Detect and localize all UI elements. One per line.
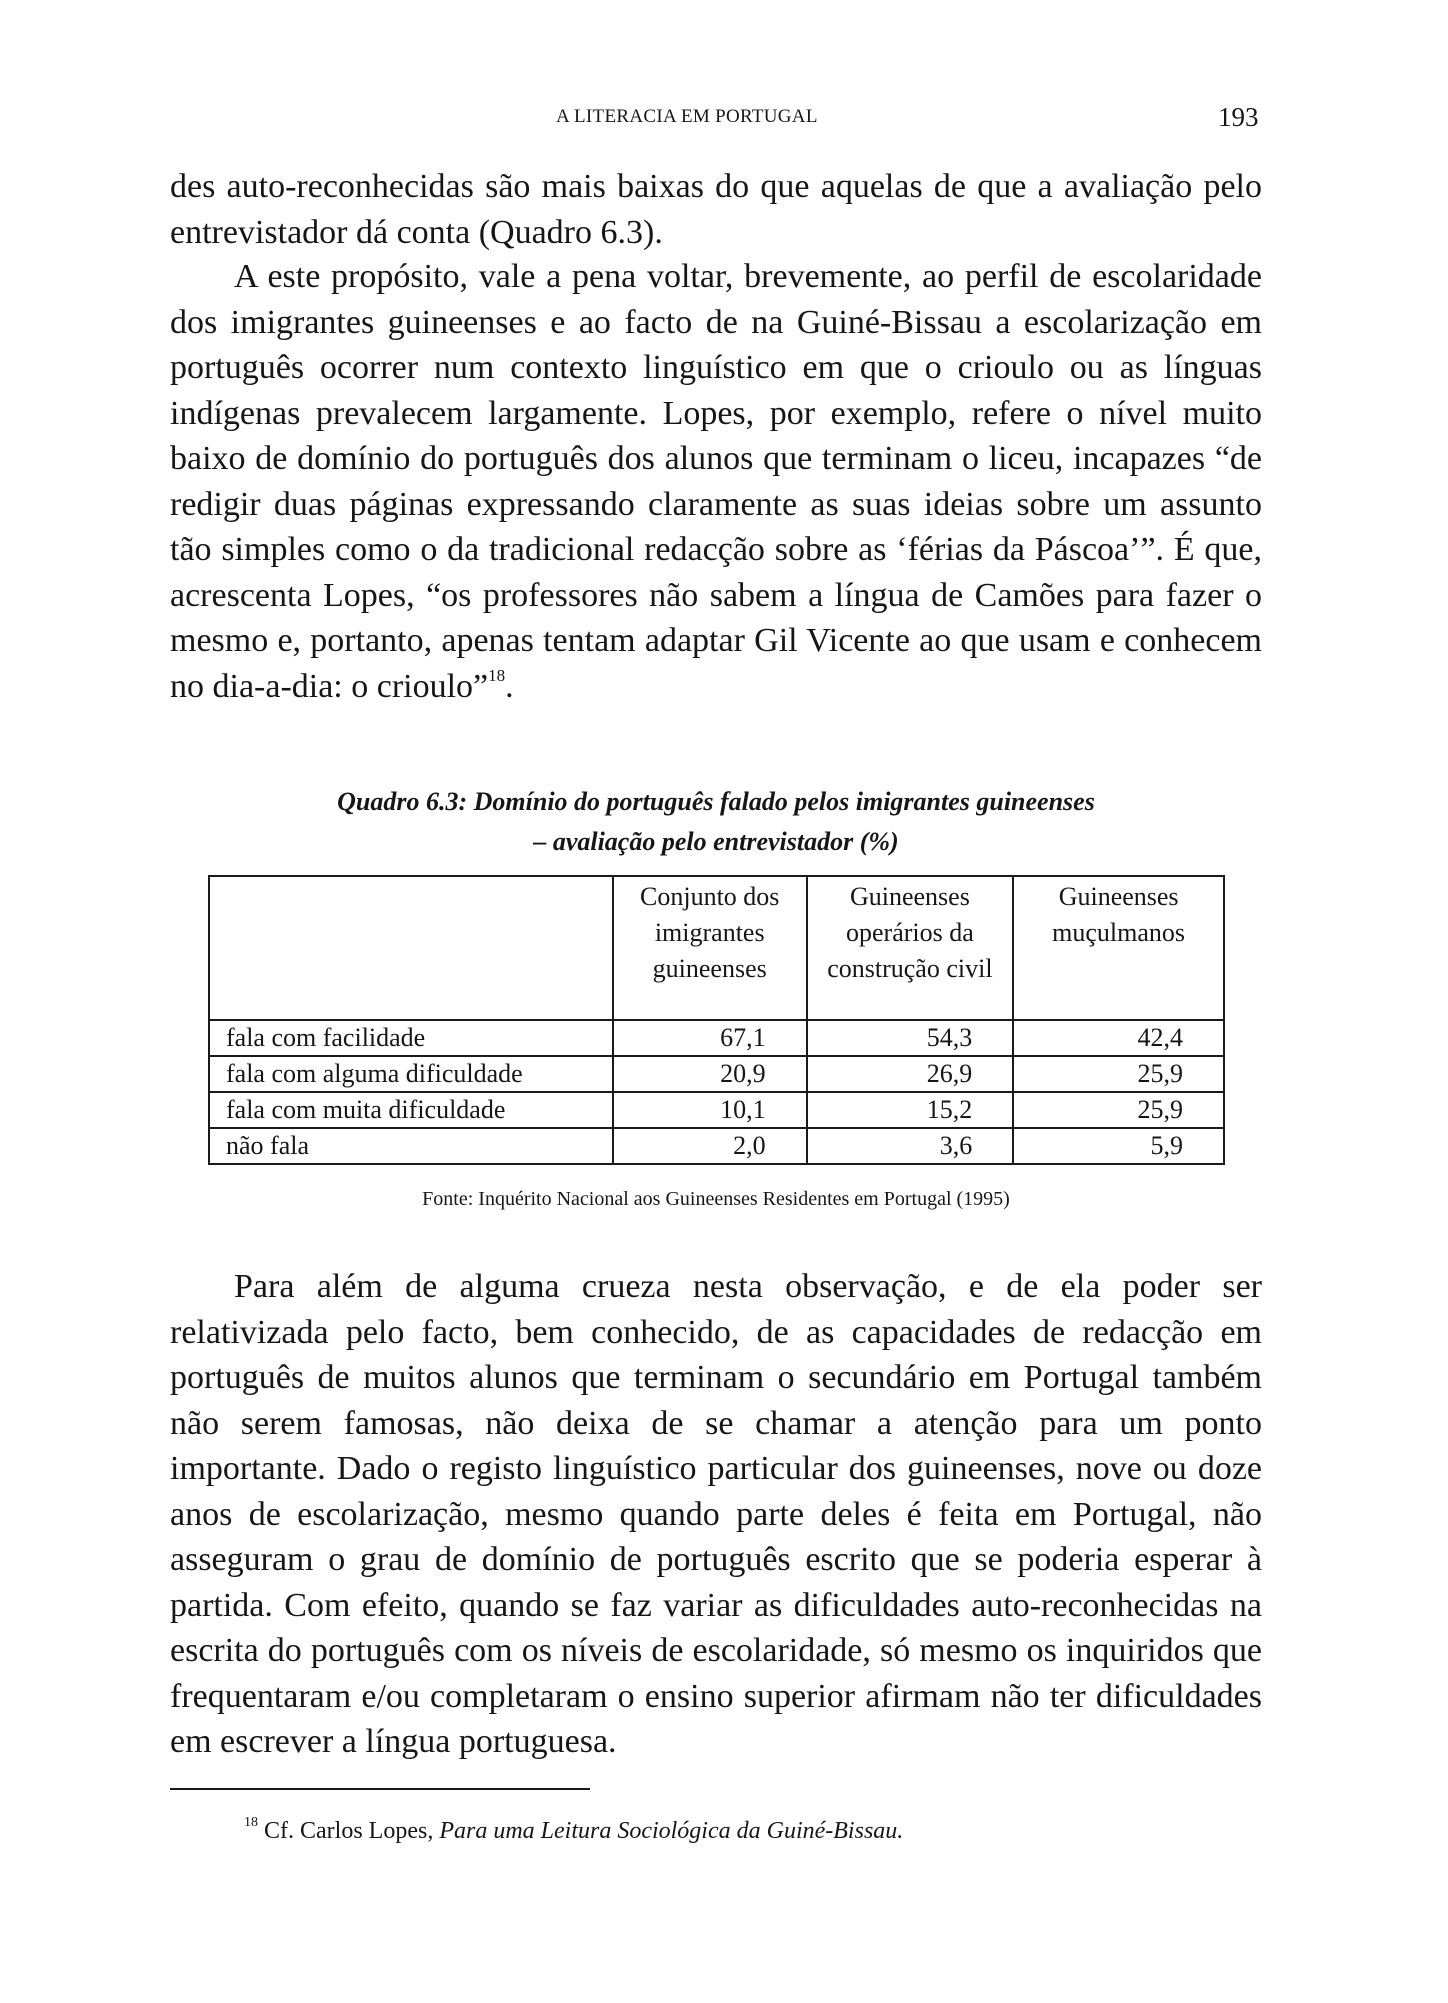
footnote-reference[interactable]: 18 [488, 665, 506, 685]
table-cell: 26,9 [807, 1056, 1014, 1092]
table-row [209, 1056, 1224, 1092]
table-caption-line-2: – avaliação pelo entrevistador (%) [533, 827, 899, 856]
table-cell: 25,9 [1013, 1092, 1224, 1128]
table-caption-line-1: Quadro 6.3: Domínio do português falado pelos imigrantes guineenses [337, 787, 1095, 816]
data-table [208, 875, 1225, 1165]
table-cell: 15,2 [807, 1092, 1014, 1128]
table-header-cell: Guineenses muçulmanos [1013, 876, 1224, 1020]
row-label: não fala [209, 1128, 613, 1164]
page-header [0, 100, 1448, 140]
table-row [209, 1128, 1224, 1164]
table-cell: 2,0 [613, 1128, 807, 1164]
table-row [209, 1092, 1224, 1128]
table-header-cell: Conjunto dos imigrantes guineenses [613, 876, 807, 1020]
row-label: fala com alguma dificuldade [209, 1056, 613, 1092]
footnote-text: Cf. Carlos Lopes, [264, 1818, 434, 1844]
paragraph-2 [170, 254, 1262, 709]
table-cell: 3,6 [807, 1128, 1014, 1164]
table-caption [170, 782, 1262, 862]
footnote-book-title: Para uma Leitura Sociológica da Guiné-Bissau. [439, 1818, 904, 1844]
table-cell: 10,1 [613, 1092, 807, 1128]
table-header-cell [209, 876, 613, 1020]
table-cell: 20,9 [613, 1056, 807, 1092]
table-cell: 5,9 [1013, 1128, 1224, 1164]
footnote [244, 1815, 904, 1845]
table-header-row [209, 876, 1224, 1020]
footnote-number: 18 [244, 1815, 258, 1830]
table-source: Fonte: Inquérito Nacional aos Guineenses Residentes em Portugal (1995) [422, 1188, 1010, 1210]
row-label: fala com facilidade [209, 1020, 613, 1056]
page-number: 193 [1218, 102, 1259, 132]
table-cell: 67,1 [613, 1020, 807, 1056]
paragraph-3: Para além de alguma crueza nesta observação, e de ela poder ser relativizada pelo facto, bem conhecido, de as capacidades de redacção em português de muitos alunos que terminam o secundário em Portugal também não serem famosas, não deixa de se chamar a atenção para um ponto importante. Dado o registo linguístico particular dos guineenses, nove ou doze anos de escolarização, mesmo quando parte deles é feita em Portugal, não asseguram o grau de domínio de português escrito que se poderia esperar à partida. Com efeito, quando se faz variar as dificuldades auto-reconhecidas na escrita do português com os níveis de escolaridade, só mesmo os inquiridos que frequentaram e/ou completaram o ensino superior afirmam não ter dificuldades em escrever a língua portuguesa. [170, 1268, 1262, 1760]
paragraph-2-end: . [505, 667, 514, 705]
table-cell: 25,9 [1013, 1056, 1224, 1092]
row-label: fala com muita dificuldade [209, 1092, 613, 1128]
paragraph-2-text: A este propósito, vale a pena voltar, brevemente, ao perfil de escolaridade dos imigrantes guineenses e ao facto de na Guiné-Bissau a escolarização em português ocorrer num contexto linguístico em que o crioulo ou as línguas indígenas prevalecem largamente. Lopes, por exemplo, refere o nível muito baixo de domínio do português dos alunos que terminam o liceu, incapazes “de redigir duas páginas expressando claramente as suas ideias sobre um assunto tão simples como o da tradicional redacção sobre as ‘férias da Páscoa’”. É que, acrescenta Lopes, “os professores não sabem a língua de Camões para fazer o mesmo e, portanto, apenas tentam adaptar Gil Vicente ao que usam e conhecem no dia-a-dia: o crioulo” [170, 258, 1262, 705]
table-header-cell: Guineenses operários da construção civil [807, 876, 1014, 1020]
table-cell: 54,3 [807, 1020, 1014, 1056]
footnote-divider [170, 1788, 590, 1790]
table-row [209, 1020, 1224, 1056]
table-cell: 42,4 [1013, 1020, 1224, 1056]
running-head: A LITERACIA EM PORTUGAL [556, 106, 818, 127]
paragraph-1: des auto-reconhecidas são mais baixas do que aquelas de que a avaliação pelo entrevistador dá conta (Quadro 6.3). [170, 168, 1262, 251]
